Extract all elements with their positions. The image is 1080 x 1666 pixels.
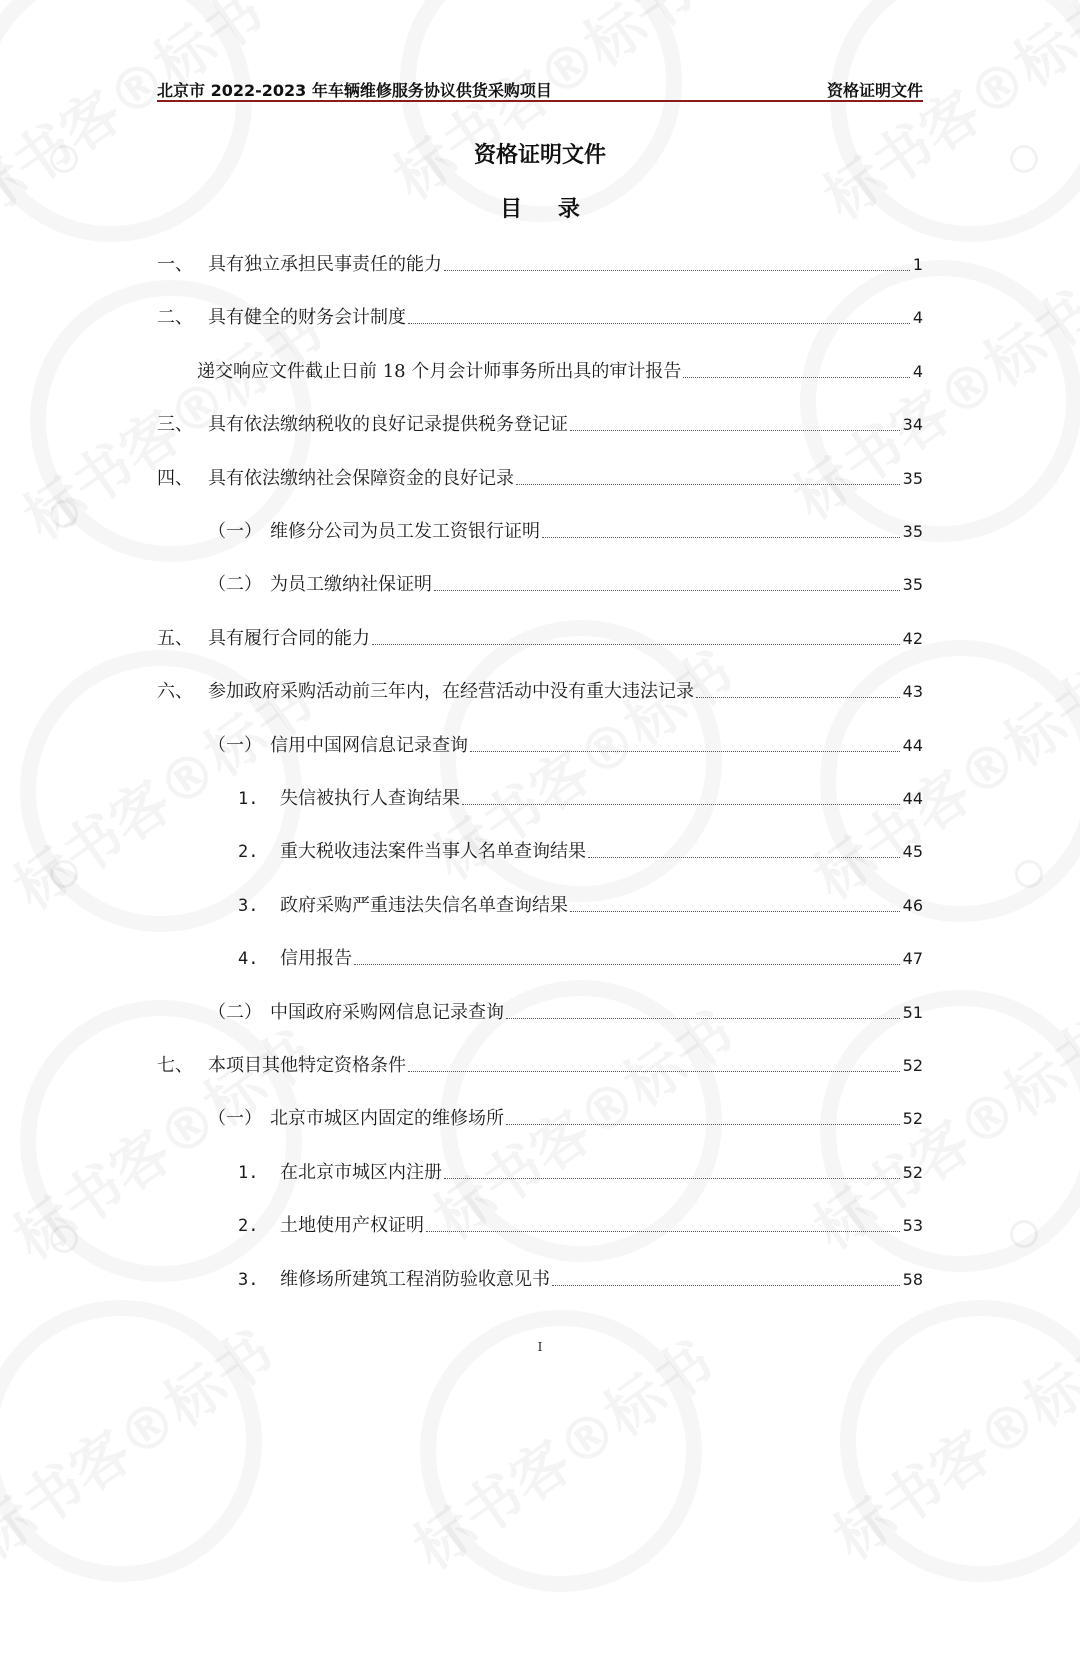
toc-entry-page: 35 xyxy=(902,468,923,488)
toc-dot-leader xyxy=(434,590,900,591)
page-header xyxy=(157,76,923,102)
watermark-dot xyxy=(1010,1220,1038,1248)
toc-entry[interactable] xyxy=(0,1151,923,1185)
toc-entry-page: 52 xyxy=(902,1162,923,1182)
toc-entry-number: 七、 xyxy=(157,1055,193,1076)
toc-entry-number: 六、 xyxy=(157,681,193,703)
toc-entry-label: 北京市城区内固定的维修场所 xyxy=(270,1108,504,1130)
toc-entry-page: 45 xyxy=(902,842,923,862)
toc-dot-leader xyxy=(506,1018,900,1019)
toc-entry-page: 42 xyxy=(902,628,923,648)
toc-dot-leader xyxy=(354,964,900,965)
toc-entry[interactable] xyxy=(0,350,923,384)
toc-entry-page: 35 xyxy=(902,575,923,595)
toc-dot-leader xyxy=(426,1231,900,1232)
toc-entry[interactable] xyxy=(0,296,923,330)
toc-entry-page: 46 xyxy=(902,895,923,915)
toc-entry[interactable] xyxy=(0,777,923,811)
toc-entry-label: 参加政府采购活动前三年内，在经营活动中没有重大违法记录 xyxy=(208,681,694,703)
toc-entry-label: 信用报告 xyxy=(280,948,352,970)
toc-entry[interactable] xyxy=(0,1258,923,1292)
watermark-dot xyxy=(1015,860,1043,888)
toc-entry-number: 1. xyxy=(238,1162,259,1183)
toc-entry-label: 政府采购严重违法失信名单查询结果 xyxy=(280,894,568,916)
toc-entry-number: 3. xyxy=(238,1269,259,1290)
toc-dot-leader xyxy=(444,1178,900,1179)
toc-entry-page: 44 xyxy=(902,735,923,755)
toc-entry-number: 二、 xyxy=(157,307,193,329)
toc-entry-label: 为员工缴纳社保证明 xyxy=(270,574,432,596)
toc-entry-page: 44 xyxy=(902,789,923,808)
toc-heading: 目 录 xyxy=(500,197,594,222)
toc-entry[interactable] xyxy=(0,510,923,544)
toc-dot-leader xyxy=(570,911,900,912)
toc-entry-page: 53 xyxy=(902,1216,923,1236)
toc-entry-page: 52 xyxy=(902,1056,923,1075)
toc-entry[interactable] xyxy=(0,991,923,1025)
toc-entry-page: 1 xyxy=(912,255,923,274)
toc-entry-number: 1. xyxy=(238,789,259,809)
toc-entry[interactable] xyxy=(0,457,923,491)
toc-dot-leader xyxy=(444,270,910,271)
toc-entry-number: （二） xyxy=(208,1001,262,1023)
toc-entry-label: 具有健全的财务会计制度 xyxy=(208,307,406,329)
toc-entry-page: 4 xyxy=(912,361,923,381)
toc-entry-number: 3. xyxy=(238,895,259,916)
toc-entry-page: 34 xyxy=(902,415,923,435)
toc-entry-label: 维修分公司为员工发工资银行证明 xyxy=(270,521,540,542)
toc-entry-label: 具有独立承担民事责任的能力 xyxy=(208,254,442,275)
toc-entry-page: 43 xyxy=(902,682,923,702)
toc-entry-label: 土地使用产权证明 xyxy=(280,1215,424,1237)
toc-entry[interactable] xyxy=(0,617,923,651)
toc-entry-page: 47 xyxy=(902,949,923,969)
toc-dot-leader xyxy=(588,857,900,858)
toc-entry-page: 51 xyxy=(902,1002,923,1022)
toc-entry[interactable] xyxy=(0,670,923,704)
toc-entry[interactable] xyxy=(0,1097,923,1131)
toc-entry-number: （一） xyxy=(208,521,262,542)
toc-dot-leader xyxy=(470,751,900,752)
toc-entry-label: 失信被执行人查询结果 xyxy=(280,788,460,809)
toc-entry-page: 52 xyxy=(902,1109,923,1129)
toc-entry-number: 三、 xyxy=(157,414,193,436)
toc-dot-leader xyxy=(696,697,900,698)
toc-entry-number: 2. xyxy=(238,842,259,863)
toc-dot-leader xyxy=(542,537,900,538)
toc-entry-label: 本项目其他特定资格条件 xyxy=(208,1055,406,1076)
toc-dot-leader xyxy=(516,484,900,485)
toc-entry-number: 一、 xyxy=(157,254,193,275)
toc-dot-leader xyxy=(570,430,900,431)
toc-entry-label: 具有履行合同的能力 xyxy=(208,627,370,649)
toc-entry-page: 58 xyxy=(902,1269,923,1289)
header-rule xyxy=(157,100,923,102)
toc-entry[interactable] xyxy=(0,830,923,864)
watermark-seal xyxy=(365,1255,758,1648)
toc-dot-leader xyxy=(372,644,900,645)
toc-entry-page: 4 xyxy=(912,308,923,328)
toc-entry[interactable] xyxy=(0,403,923,437)
toc-entry-number: 五、 xyxy=(157,627,193,649)
watermark-seal xyxy=(785,1245,1080,1638)
header-project-title: 北京市 2022-2023 年车辆维修服务协议供货采购项目 xyxy=(157,80,552,100)
page-number: I xyxy=(537,1340,543,1354)
toc-entry-label: 信用中国网信息记录查询 xyxy=(270,734,468,756)
header-section-title: 资格证明文件 xyxy=(826,80,923,100)
toc-entry-number: 4. xyxy=(238,949,259,970)
toc-entry-number: （一） xyxy=(208,734,262,756)
toc-entry-label: 中国政府采购网信息记录查询 xyxy=(270,1001,504,1023)
toc-entry[interactable] xyxy=(0,884,923,918)
toc-entry[interactable] xyxy=(0,1044,923,1078)
toc-dot-leader xyxy=(408,323,910,324)
toc-entry-label: 在北京市城区内注册 xyxy=(280,1161,442,1183)
toc-dot-leader xyxy=(683,377,909,378)
toc-entry-page: 35 xyxy=(902,522,923,541)
toc-dot-leader xyxy=(506,1124,900,1125)
toc-dot-leader xyxy=(552,1285,900,1286)
toc-entry[interactable] xyxy=(0,1204,923,1238)
toc-entry-number: （二） xyxy=(208,574,262,596)
toc-dot-leader xyxy=(462,804,900,805)
toc-entry-label: 维修场所建筑工程消防验收意见书 xyxy=(280,1268,550,1290)
toc-entry[interactable] xyxy=(0,937,923,971)
toc-entry-label: 递交响应文件截止日前 18 个月会计师事务所出具的审计报告 xyxy=(197,360,682,382)
toc-entry-number: 2. xyxy=(238,1216,259,1237)
toc-entry-number: 四、 xyxy=(157,467,193,489)
document-title: 资格证明文件 xyxy=(473,143,606,168)
toc-entry-label: 具有依法缴纳社会保障资金的良好记录 xyxy=(208,467,514,489)
toc-entry-label: 具有依法缴纳税收的良好记录提供税务登记证 xyxy=(208,414,568,436)
toc-entry[interactable] xyxy=(0,724,923,758)
toc-entry[interactable] xyxy=(0,243,923,277)
watermark-seal xyxy=(0,1245,317,1638)
toc-entry[interactable] xyxy=(0,563,923,597)
toc-dot-leader xyxy=(408,1071,900,1072)
toc-entry-label: 重大税收违法案件当事人名单查询结果 xyxy=(280,841,586,863)
toc-entry-number: （一） xyxy=(208,1108,262,1130)
